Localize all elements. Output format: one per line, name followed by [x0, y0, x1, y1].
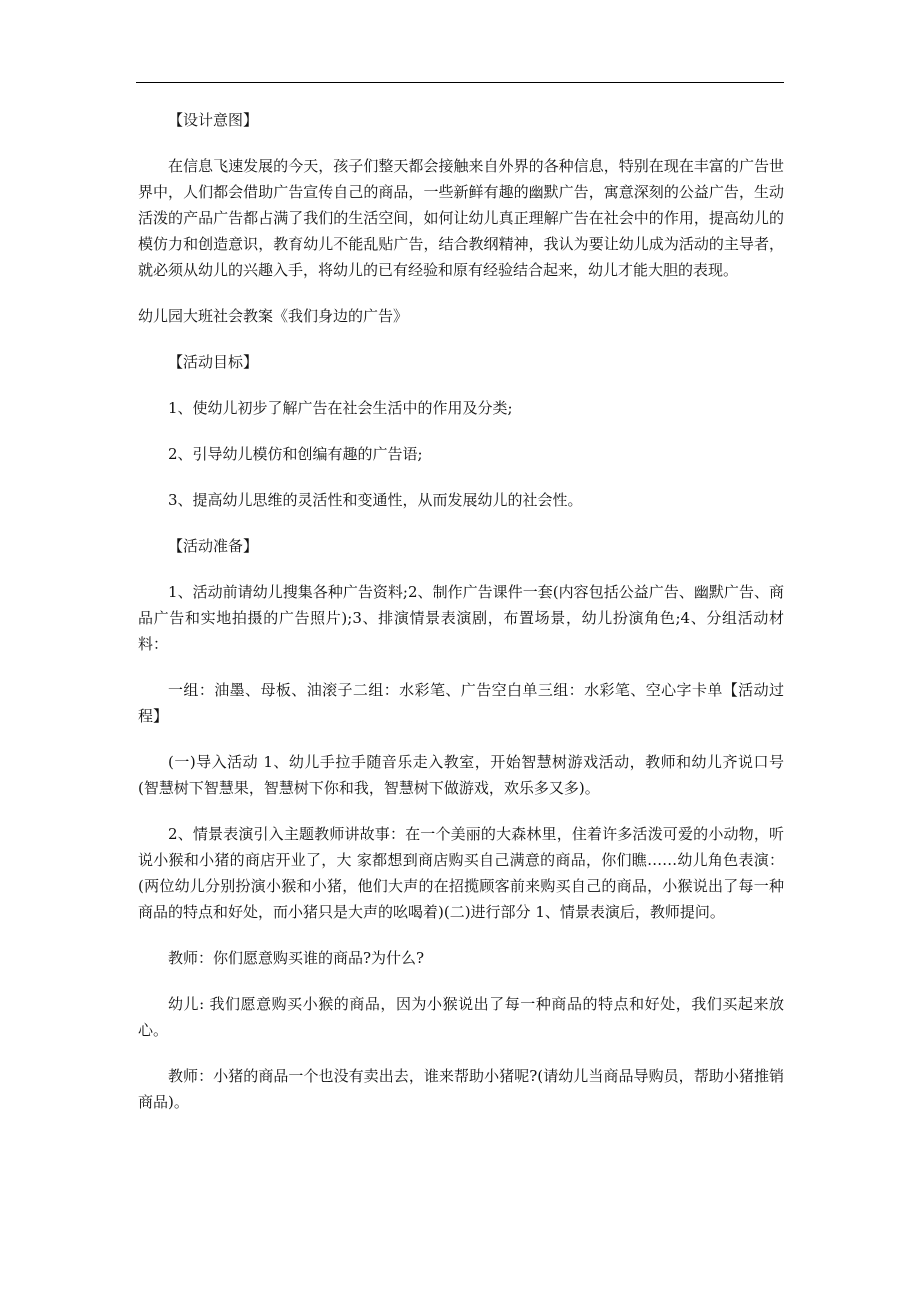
- paragraph-group-materials: 一组：油墨、母板、油滚子二组：水彩笔、广告空白单三组：水彩笔、空心字卡单【活动过程】: [138, 681, 784, 725]
- document-body: [138, 107, 784, 1135]
- goal-item-2: 2、引导幼儿模仿和创编有趣的广告语;: [168, 445, 423, 463]
- dialogue-teacher-1: 教师：你们愿意购买谁的商品?为什么?: [168, 949, 425, 967]
- heading-design-intent: 【设计意图】: [168, 111, 259, 129]
- heading-activity-goals: 【活动目标】: [168, 353, 259, 371]
- dialogue-teacher-2: 教师：小猪的商品一个也没有卖出去，谁来帮助小猪呢?(请幼儿当商品导购员，帮助小猪推销商品)。: [138, 1067, 784, 1111]
- dialogue-child-1: 幼儿: 我们愿意购买小猴的商品，因为小猴说出了每一种商品的特点和好处，我们买起来放心。: [138, 995, 784, 1039]
- paragraph-scene-performance: 2、情景表演引入主题教师讲故事：在一个美丽的大森林里，住着许多活泼可爱的小动物，听说小猴和小猪的商店开业了，大 家都想到商店购买自己满意的商品，你们瞧……幼儿角色表演：(两位幼儿分别扮演小猴和小猪，他们大声的在招揽顾客前来购买自己的商品，小猴说出了每一种商品的特点和好处，而小猪只是大声的吆喝着)(二)进行部分 1、情景表演后，教师提问。: [138, 825, 784, 921]
- paragraph-design-intent: 在信息飞速发展的今天，孩子们整天都会接触来自外界的各种信息，特别在现在丰富的广告世界中，人们都会借助广告宣传自己的商品，一些新鲜有趣的幽默广告，寓意深刻的公益广告，生动活泼的产品广告都占满了我们的生活空间，如何让幼儿真正理解广告在社会中的作用，提高幼儿的模仿力和创造意识，教育幼儿不能乱贴广告，结合教纲精神，我认为要让幼儿成为活动的主导者，就必须从幼儿的兴趣入手，将幼儿的已有经验和原有经验结合起来，幼儿才能大胆的表现。: [138, 157, 784, 279]
- goal-item-3: 3、提高幼儿思维的灵活性和变通性，从而发展幼儿的社会性。: [168, 491, 583, 509]
- paragraph-preparation: 1、活动前请幼儿搜集各种广告资料;2、制作广告课件一套(内容包括公益广告、幽默广告、商品广告和实地拍摄的广告照片);3、排演情景表演剧，布置场景，幼儿扮演角色;4、分组活动材料：: [138, 583, 784, 653]
- heading-activity-preparation: 【活动准备】: [168, 537, 259, 555]
- paragraph-intro-activity: (一)导入活动 1、幼儿手拉手随音乐走入教室，开始智慧树游戏活动，教师和幼儿齐说口号(智慧树下智慧果，智慧树下你和我，智慧树下做游戏，欢乐多又多)。: [138, 753, 784, 797]
- goal-item-1: 1、使幼儿初步了解广告在社会生活中的作用及分类;: [168, 399, 513, 417]
- header-rule: [136, 82, 784, 83]
- document-title: 幼儿园大班社会教案《我们身边的广告》: [138, 307, 409, 325]
